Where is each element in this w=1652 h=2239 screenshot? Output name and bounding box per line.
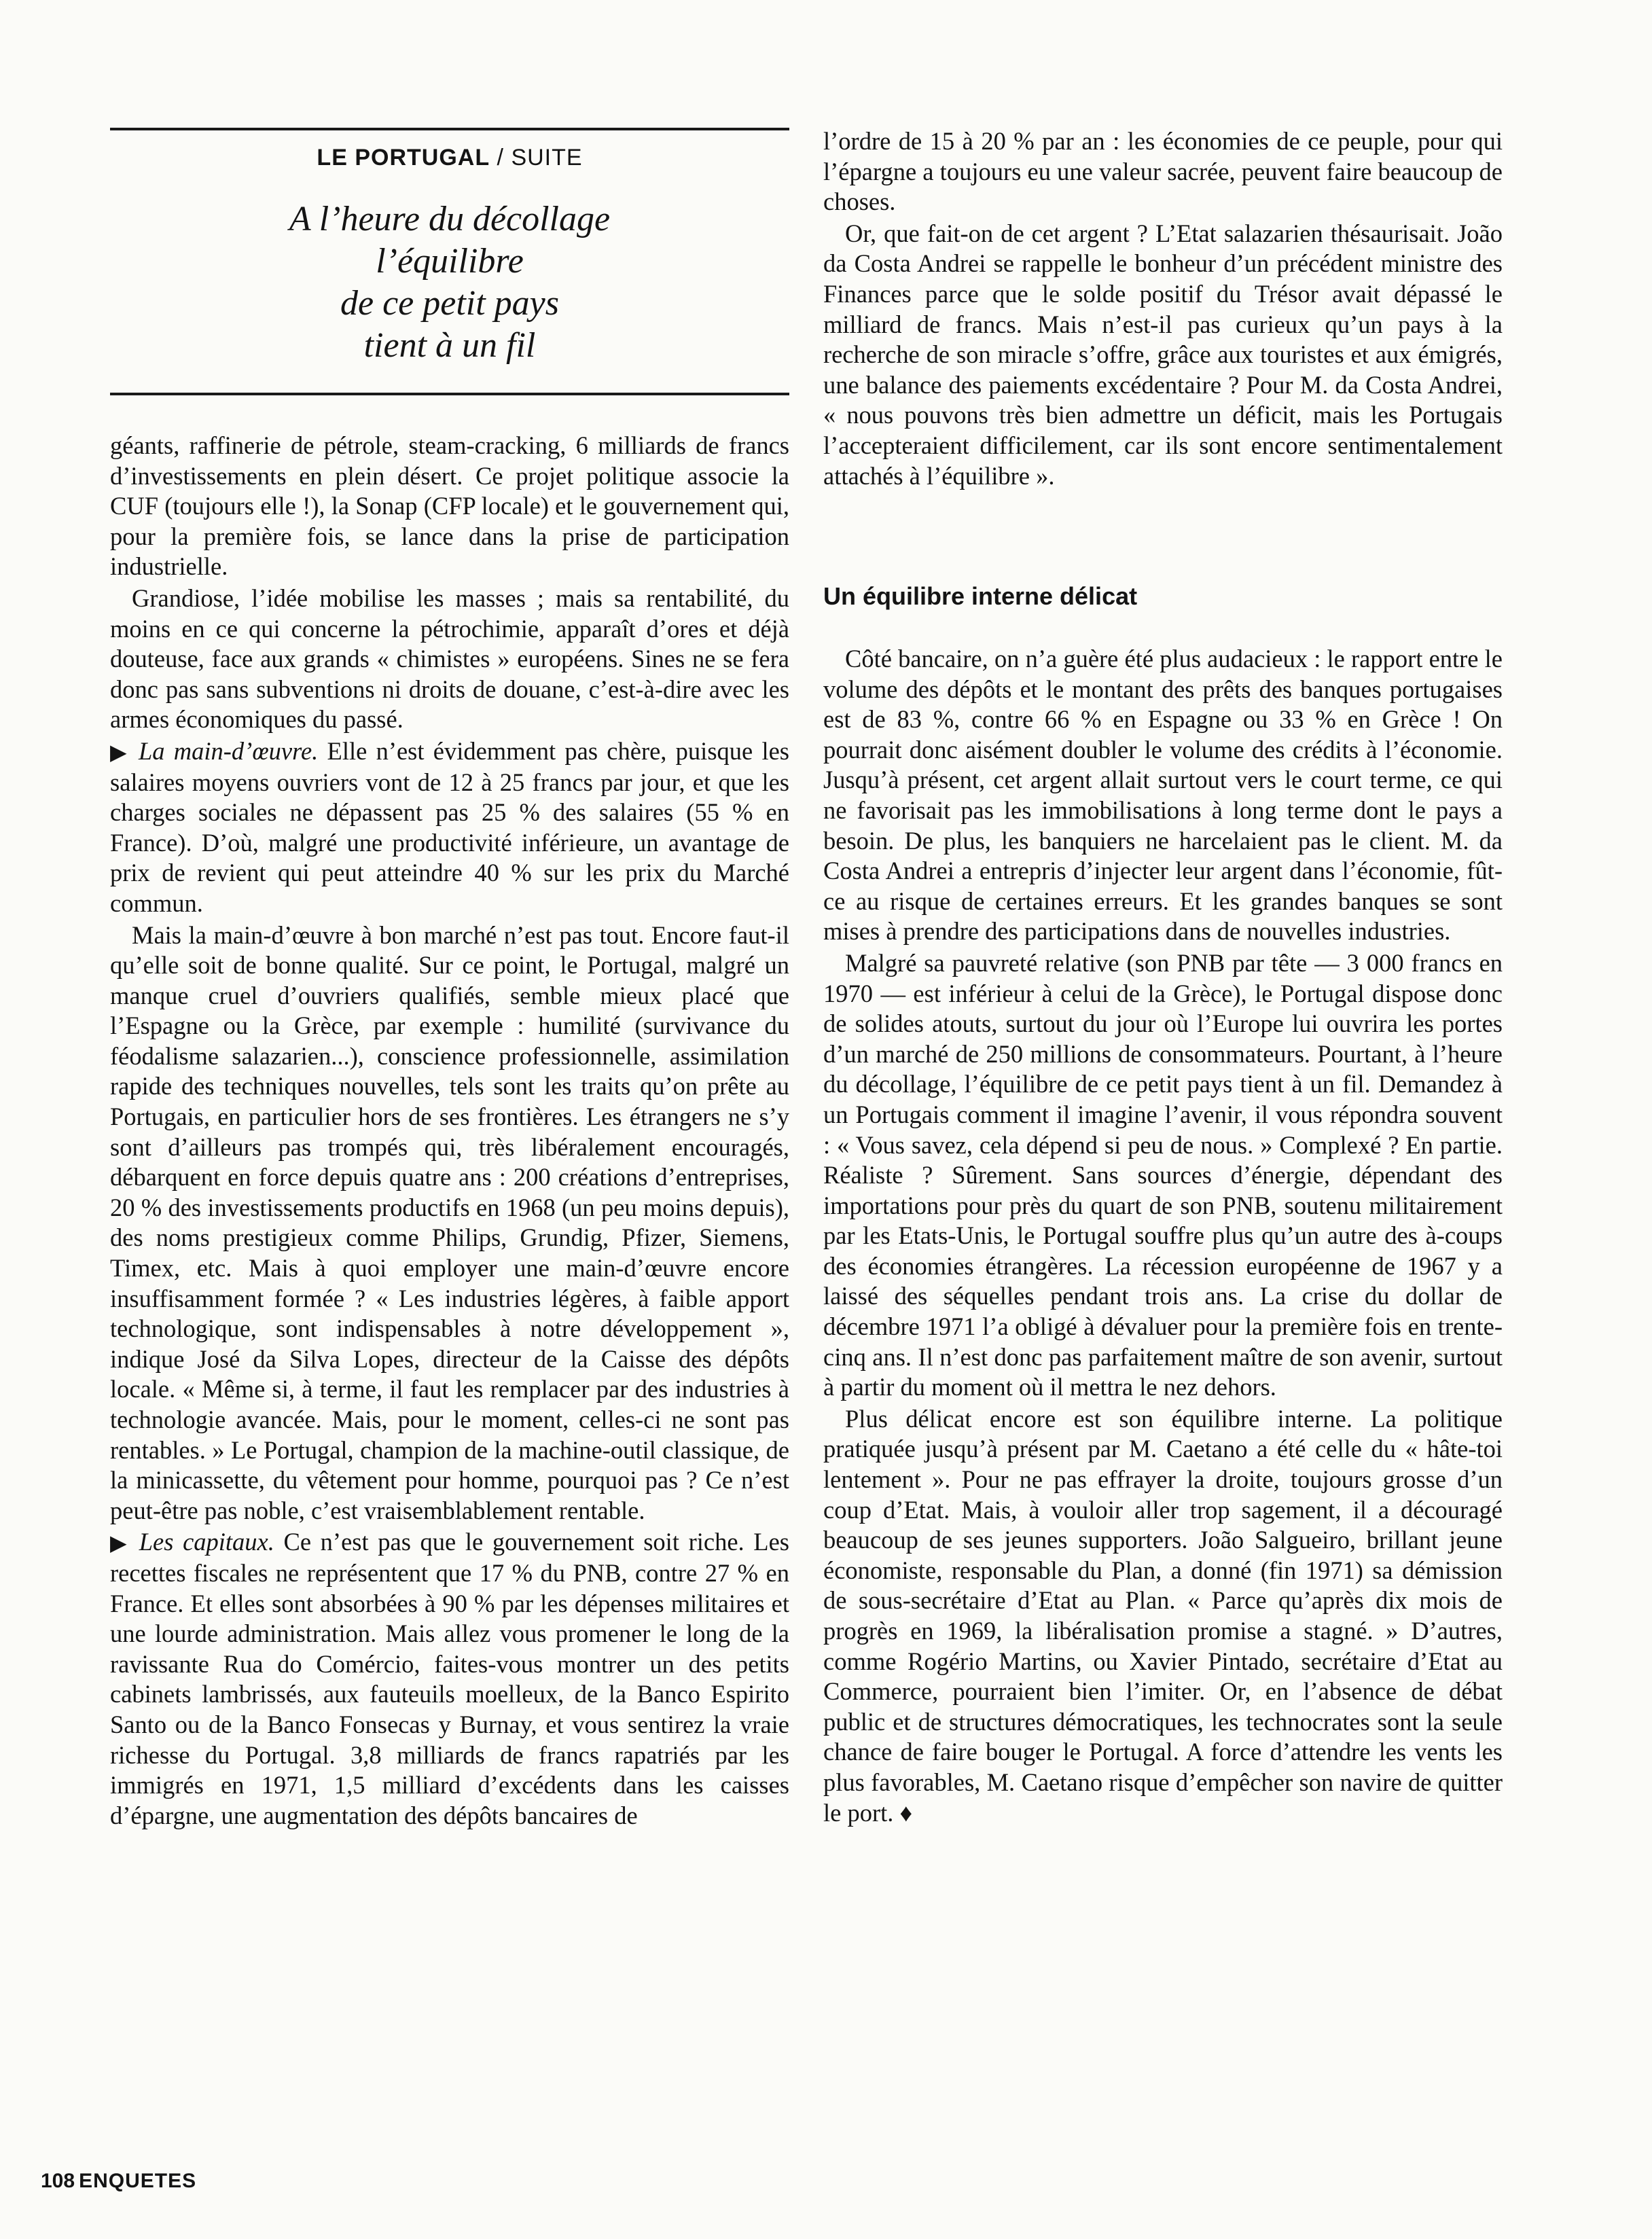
paragraph-capitaux bbox=[110, 1527, 789, 1831]
magazine-name: ENQUETES bbox=[79, 2170, 197, 2192]
paragraph: Grandiose, l’idée mobilise les masses ; mais sa rentabilité, du moins en ce qui concerne la pétrochimie, apparaît d’ores et déjà douteuse, face aux grands « chimistes » européens. Sines ne se fera donc pas sans subventions ni droits de douane, c’est-à-dire avec les armes économiques du passé. bbox=[110, 584, 789, 734]
paragraph: Or, que fait-on de cet argent ? L’Etat salazarien thésaurisait. João da Costa Andrei se rappelle le bonheur d’un précédent ministre des Finances parce que le solde positif du Trésor avait dépassé le milliard de francs. Mais n’est-il pas curieux qu’un pays à la recherche de son miracle s’offre, grâce aux touristes et aux émigrés, une balance des paiements excédentaire ? Pour M. da Costa Andrei, « nous pouvons très bien admettre un déficit, mais les Portugais l’accepteraient difficilement, car ils sont encore sentimentalement attachés à l’équilibre ». bbox=[823, 219, 1503, 490]
left-column bbox=[110, 431, 789, 1832]
title-line: de ce petit pays bbox=[340, 284, 559, 323]
paragraph-main-doeuvre bbox=[110, 736, 789, 919]
paragraph-final bbox=[823, 1404, 1503, 1828]
section-suite: SUITE bbox=[511, 145, 583, 171]
paragraph: l’ordre de 15 à 20 % par an : les économies de ce peuple, pour qui l’épargne a toujours eu une valeur sacrée, peuvent faire beaucoup de choses. bbox=[823, 127, 1503, 216]
page-footer bbox=[41, 2170, 196, 2193]
paragraph-body: Ce n’est pas que le gouvernement soit riche. Les recettes fiscales ne représentent que 17 % du PNB, contre 27 % en France. Et elles sont absorbées à 90 % par les dépenses militaires et une lourde administration. Mais allez vous promener le long de la ravissante Rua do Comércio, faites-vous montrer un des petits cabinets lambrissés, aux fauteuils moelleux, de la Banco Espirito Santo ou de la Banco Fonsecas y Burnay, et vous sentirez la vraie richesse du Portugal. 3,8 milliards de francs rapatriés par les immigrés en 1971, 1,5 milliard d’excédents dans les caisses d’épargne, une augmentation des dépôts bancaires de bbox=[110, 1528, 789, 1829]
title-line: tient à un fil bbox=[363, 326, 536, 365]
paragraph-body: Plus délicat encore est son équilibre interne. La politique pratiquée jusqu’à présent par M. Caetano a été celle du « hâte-toi lentement ». Pour ne pas effrayer la droite, toujours grosse d’un coup d’Etat. Mais, à vouloir aller trop sagement, il a découragé beaucoup de ses jeunes supporters. João Salgueiro, brillant jeune économiste, responsable du Plan, a donné (fin 1971) sa démission de sous-secrétaire d’Etat au Plan. « Parce qu’après dix mois de progrès en 1969, la libéralisation promise a stagné. » D’autres, comme Rogério Martins, ou Xavier Pintado, secrétaire d’Etat au Commerce, pourraient bien l’imiter. Or, en l’absence de débat public et de structures démocratiques, les technocrates sont la seule chance de faire bouger le Portugal. A force d’attendre les vents les plus favorables, M. Caetano risque d’empêcher son navire de quitter le port. bbox=[823, 1404, 1503, 1827]
header-bottom-rule bbox=[110, 393, 789, 395]
subheading: Un équilibre interne délicat bbox=[823, 582, 1138, 610]
title-line: A l’heure du décollage bbox=[289, 200, 611, 238]
header-top-rule bbox=[110, 128, 789, 130]
arrow-bullet-icon: ▶ bbox=[110, 738, 130, 765]
title-line: l’équilibre bbox=[376, 242, 524, 281]
article-title bbox=[110, 198, 789, 367]
paragraph: géants, raffinerie de pétrole, steam-cracking, 6 milliards de francs d’investissements en plein désert. Ce projet politique associe la CUF (toujours elle !), la Sonap (CFP locale) et le gouvernement qui, pour la première fois, se lance dans la prise de participation industrielle. bbox=[110, 431, 789, 581]
section-separator: / bbox=[490, 145, 511, 171]
paragraph: Côté bancaire, on n’a guère été plus audacieux : le rapport entre le volume des dépôts et le montant des prêts des banques portugaises est de 83 %, contre 66 % en Espagne ou 33 % en Grèce ! On pourrait donc aisément doubler le volume des crédits à l’économie. Jusqu’à présent, cet argent allait surtout vers le court terme, ce qui ne favorisait pas les immobilisations à long terme dont le pays a besoin. De plus, les banquiers ne harcelaient pas le client. M. da Costa Andrei a entrepris d’injecter leur argent dans l’économie, fût-ce au risque de certaines erreurs. Et les grandes banques se sont mises à prendre des participations dans de nouvelles industries. bbox=[823, 645, 1503, 946]
page-number: 108 bbox=[41, 2170, 75, 2192]
paragraph-lead: Les capitaux. bbox=[139, 1528, 274, 1556]
right-column-continued bbox=[823, 644, 1503, 1829]
arrow-bullet-icon: ▶ bbox=[110, 1530, 130, 1556]
paragraph-lead: La main-d’œuvre. bbox=[138, 736, 319, 765]
section-kicker bbox=[110, 143, 789, 173]
paragraph: Malgré sa pauvreté relative (son PNB par tête — 3 000 francs en 1970 — est inférieur à celui de la Grèce), le Portugal dispose donc de solides atouts, surtout du jour où l’Europe lui ouvrira les portes d’un marché de 250 millions de consommateurs. Pourtant, à l’heure du décollage, l’équilibre de ce petit pays tient à un fil. Demandez à un Portugais comment il imagine l’avenir, il vous répondra souvent : « Vous savez, cela dépend si peu de nous. » Complexé ? En partie. Réaliste ? Sûrement. Sans sources d’énergie, dépendant des importations pour près du quart de son PNB, soutenu militairement par les Etats-Unis, le Portugal souffre plus qu’un autre des à-coups des économies étrangères. La récession européenne de 1967 y a laissé des séquelles pendant trois ans. La crise du dollar de décembre 1971 l’a obligé à dévaluer pour la première fois en trente-cinq ans. Il n’est donc pas parfaitement maître de son avenir, surtout à partir du moment où il mettra le nez dehors. bbox=[823, 948, 1503, 1401]
section-name: LE PORTUGAL bbox=[317, 145, 490, 171]
right-column bbox=[823, 126, 1503, 492]
paragraph: Mais la main-d’œuvre à bon marché n’est pas tout. Encore faut-il qu’elle soit de bonne qualité. Sur ce point, le Portugal, malgré un manque cruel d’ouvriers qualifiés, semble mieux placé que l’Espagne ou la Grèce, par exemple : humilité (survivance du féodalisme salazarien...), conscience professionnelle, assimilation rapide des techniques nouvelles, tels sont les traits qu’on prête au Portugais, en particulier hors de ses frontières. Les étrangers ne s’y sont d’ailleurs pas trompés qui, très libéralement encouragés, débarquent en force depuis quatre ans : 200 créations d’entreprises, 20 % des investissements productifs en 1968 (un peu moins depuis), des noms prestigieux comme Philips, Grundig, Pfizer, Siemens, Timex, etc. Mais à quoi employer une main-d’œuvre encore insuffisamment formée ? « Les industries légères, à faible apport technologique, sont indispensables à notre développement », indique José da Silva Lopes, directeur de la Caisse des dépôts locale. « Même si, à terme, il faut les remplacer par des industries à technologie avancée. Mais, pour le moment, celles-ci ne sont pas rentables. » Le Portugal, champion de la machine-outil classique, de la minicassette, du vêtement pour homme, pourquoi pas ? Ce n’est peut-être pas noble, c’est vraisemblablement rentable. bbox=[110, 920, 789, 1524]
paragraph-body: Elle n’est évidemment pas chère, puisque les salaires moyens ouvriers vont de 12 à 25 francs par jour, et que les charges sociales ne dépassent pas 25 % des salaires (55 % en France). D’où, malgré une productivité inférieure, un avantage de prix de revient qui peut atteindre 40 % sur les prix du Marché commun. bbox=[110, 736, 790, 917]
end-mark-icon: ♦ bbox=[893, 1798, 913, 1827]
